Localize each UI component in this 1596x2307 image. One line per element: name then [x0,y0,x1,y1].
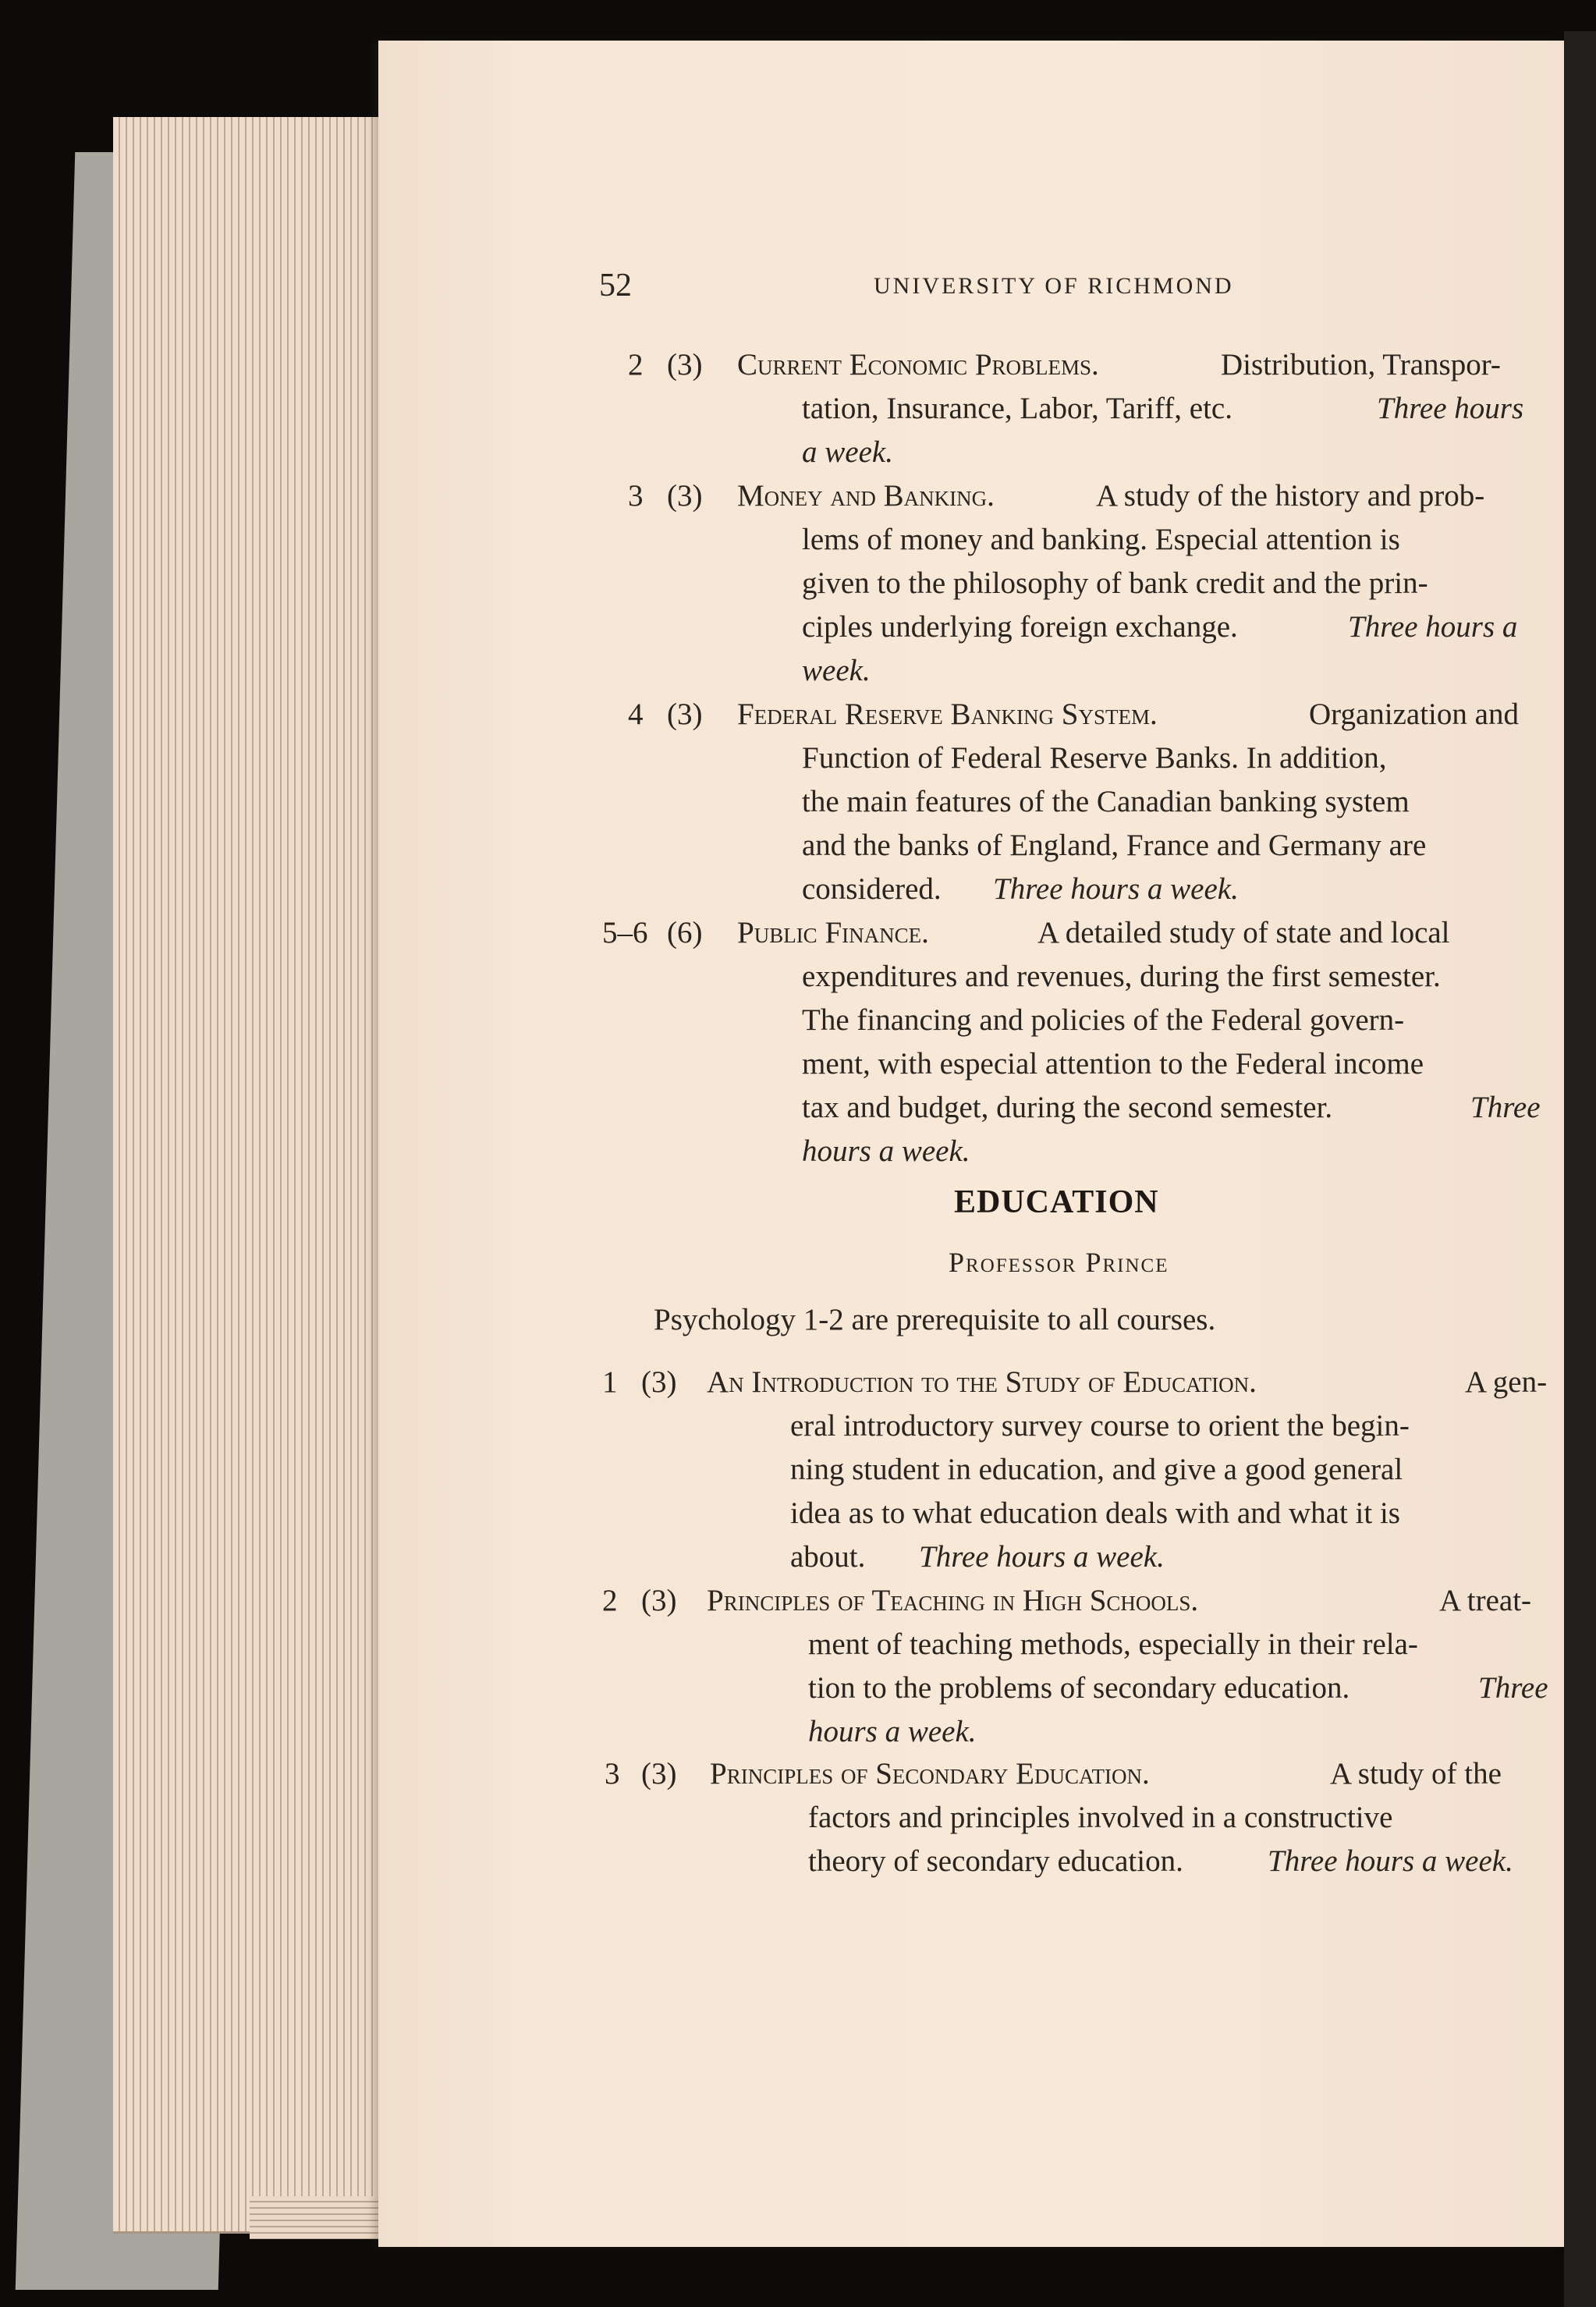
prerequisite-note: Psychology 1-2 are prerequisite to all courses. [654,1303,1216,1336]
course-text-line: about. [790,1540,866,1574]
course-hours: Three hours a week. [919,1540,1165,1574]
course-text-line: idea as to what education deals with and what it is [790,1496,1400,1530]
course-text-line: A detailed study of state and local [1037,916,1450,949]
course-number: 3 [628,479,644,513]
course-number: 1 [602,1365,618,1399]
course-hours: Three [1478,1671,1548,1705]
course-text-line: considered. [802,872,942,906]
course-title: Money and Banking. [737,479,995,513]
course-text-line: The financing and policies of the Federal govern- [802,1003,1405,1037]
course-text-line: tion to the problems of secondary education. [808,1671,1350,1705]
course-text-line: the main features of the Canadian banking system [802,785,1410,818]
course-hours: Three hours a week. [993,872,1239,906]
course-title: Principles of Teaching in High Schools. [707,1584,1199,1617]
running-title: UNIVERSITY OF RICHMOND [874,273,1234,299]
course-title: An Introduction to the Study of Education. [707,1365,1257,1399]
course-text-line: Organization and [1309,697,1519,731]
course-text-line: A study of the history and prob- [1096,479,1485,513]
course-title: Principles of Secondary Education. [710,1757,1150,1791]
course-number: 4 [628,697,644,731]
course-text-line: tax and budget, during the second semester. [802,1091,1333,1124]
course-text-line: eral introductory survey course to orient the begin- [790,1409,1410,1443]
course-hours: Three hours a week. [1268,1844,1513,1878]
course-text-line: theory of secondary education. [808,1844,1183,1878]
course-credits: (3) [641,1757,677,1791]
course-text-line: tation, Insurance, Labor, Tariff, etc. [802,392,1232,425]
course-credits: (3) [667,479,703,513]
course-text-line: A study of the [1330,1757,1502,1791]
dark-background-strip [1564,31,1596,2307]
course-credits: (3) [641,1365,677,1399]
course-hours: week. [802,654,871,687]
course-text-line: and the banks of England, France and Germany are [802,829,1427,862]
course-hours: Three hours [1377,392,1524,425]
course-title: Public Finance. [737,916,929,949]
course-number: 5–6 [602,916,648,949]
course-text-line: Function of Federal Reserve Banks. In addition, [802,741,1387,775]
course-credits: (3) [667,697,703,731]
course-credits: (3) [641,1584,677,1617]
course-number: 2 [602,1584,618,1617]
professor-name: Professor Prince [949,1247,1169,1278]
course-text-line: A gen- [1465,1365,1548,1399]
course-text-line: Distribution, Transpor- [1221,348,1501,382]
course-hours: hours a week. [802,1134,970,1168]
course-title: Federal Reserve Banking System. [737,697,1158,731]
course-credits: (3) [667,348,703,382]
course-text-line: ciples underlying foreign exchange. [802,610,1238,644]
course-text-line: expenditures and revenues, during the first semester. [802,960,1441,993]
course-text-line: lems of money and banking. Especial attention is [802,523,1400,556]
course-text-line: ment of teaching methods, especially in their rela- [808,1627,1418,1661]
course-number: 3 [605,1757,620,1791]
course-text-line: factors and principles involved in a constructive [808,1801,1393,1834]
course-hours: Three hours a [1348,610,1518,644]
section-heading: EDUCATION [954,1184,1159,1220]
course-hours: a week. [802,435,893,469]
course-hours: hours a week. [808,1715,977,1748]
course-text-line: A treat- [1439,1584,1532,1617]
course-text-line: ment, with especial attention to the Federal income [802,1047,1424,1081]
course-text-line: ning student in education, and give a good general [790,1453,1403,1486]
course-title: Current Economic Problems. [737,348,1099,382]
course-number: 2 [628,348,644,382]
course-credits: (6) [667,916,703,949]
page-number: 52 [599,268,632,303]
course-hours: Three [1470,1091,1541,1124]
course-text-line: given to the philosophy of bank credit and the prin- [802,566,1428,600]
